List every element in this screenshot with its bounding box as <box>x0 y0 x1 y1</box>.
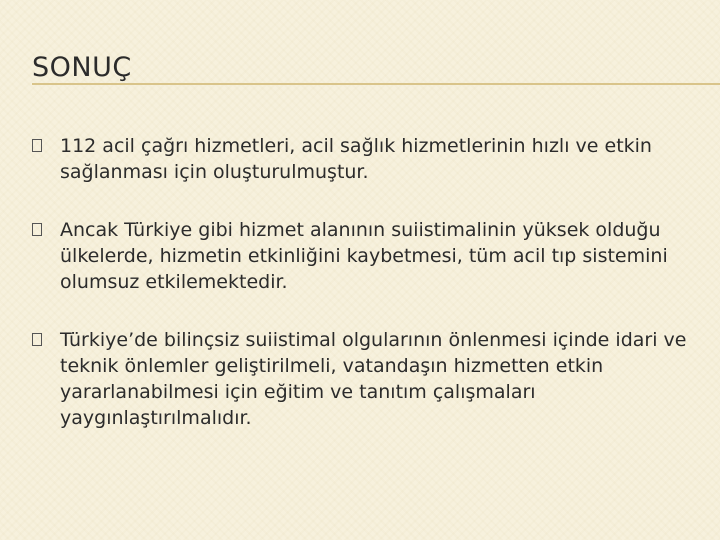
list-item <box>32 133 692 185</box>
title-underline <box>32 83 720 85</box>
bullet-text: Ancak Türkiye gibi hizmet alanının suiistimalinin yüksek olduğu ülkelerde, hizmetin etkinliğini kaybetmesi, tüm acil tıp sistemini olumsuz etkilemektedir. <box>60 219 668 293</box>
list-item <box>32 327 692 431</box>
missing-glyph-box-icon <box>32 333 42 346</box>
bullet-list <box>32 133 692 463</box>
slide-title: SONUÇ <box>32 52 132 83</box>
bullet-text: 112 acil çağrı hizmetleri, acil sağlık hizmetlerinin hızlı ve etkin sağlanması için oluşturulmuştur. <box>60 135 652 183</box>
list-item <box>32 217 692 295</box>
missing-glyph-box-icon <box>32 223 42 236</box>
missing-glyph-box-icon <box>32 139 42 152</box>
bullet-text: Türkiye’de bilinçsiz suiistimal olgularının önlenmesi içinde idari ve teknik önlemler geliştirilmeli, vatandaşın hizmetten etkin yararlanabilmesi için eğitim ve tanıtım çalışmaları yaygınlaştırılmalıdır. <box>60 329 687 429</box>
